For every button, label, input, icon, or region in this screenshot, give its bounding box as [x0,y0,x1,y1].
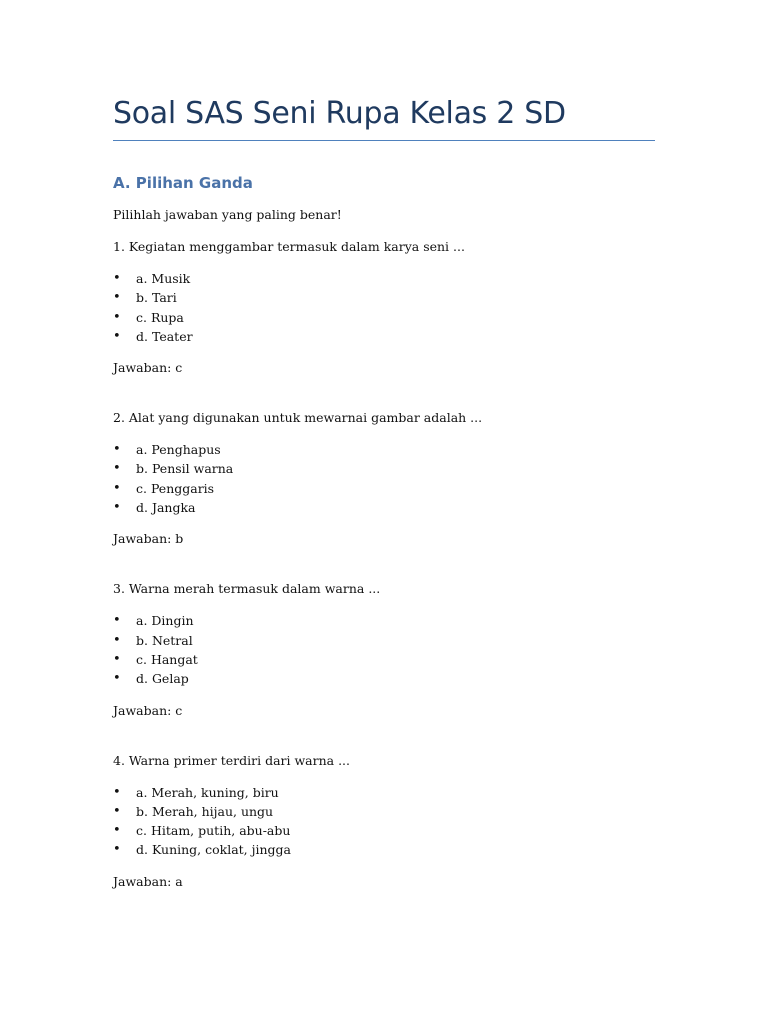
bullet-icon: • [113,651,121,667]
option-item [113,840,655,859]
option-item [113,459,655,478]
option-item [113,650,655,669]
option-label: c. Rupa [136,309,184,325]
option-label: a. Merah, kuning, biru [136,784,279,800]
option-item [113,288,655,307]
option-label: a. Dingin [136,613,194,629]
option-label: c. Penggaris [136,480,215,496]
bullet-icon: • [113,784,121,800]
option-label: d. Gelap [136,671,189,687]
option-item [113,631,655,650]
option-item [113,611,655,630]
option-label: a. Musik [136,271,191,286]
question-text: 3. Warna merah termasuk dalam warna ... [113,581,381,597]
option-label: c. Hitam, putih, abu-abu [136,823,291,839]
option-label: c. Hangat [136,651,198,667]
option-list [113,783,655,860]
answer-text: Jawaban: b [113,531,184,547]
question-spacer [113,377,655,409]
option-item [113,269,655,288]
option-label: b. Netral [136,632,193,648]
option-item [113,327,655,346]
question-text: 4. Warna primer terdiri dari warna ... [113,752,351,768]
bullet-icon: • [113,328,121,344]
answer-text: Jawaban: c [113,702,183,718]
bullet-icon: • [113,442,121,458]
answer-text: Jawaban: c [113,360,183,376]
option-list [113,440,655,517]
question-4 [113,752,655,891]
section-heading: A. Pilihan Ganda [113,174,253,192]
option-list [113,611,655,688]
bullet-icon: • [113,671,121,687]
bullet-icon: • [113,461,121,477]
bullet-icon: • [113,500,121,516]
title-divider [113,140,655,141]
question-spacer [113,548,655,580]
option-item [113,783,655,802]
bullet-icon: • [113,842,121,858]
option-label: b. Pensil warna [136,461,234,477]
answer-text: Jawaban: a [113,873,183,889]
document-page [113,0,655,891]
bullet-icon: • [113,632,121,648]
option-item [113,440,655,459]
bullet-icon: • [113,613,121,629]
option-item [113,498,655,517]
option-item [113,479,655,498]
question-2 [113,409,655,548]
option-list [113,269,655,346]
question-text: 2. Alat yang digunakan untuk mewarnai gambar adalah ... [113,410,483,426]
option-item [113,821,655,840]
question-spacer [113,720,655,752]
option-label: d. Kuning, coklat, jingga [136,842,292,858]
document-title: Soal SAS Seni Rupa Kelas 2 SD [113,96,566,131]
option-label: d. Teater [136,328,193,344]
option-item [113,308,655,327]
bullet-icon: • [113,480,121,496]
option-label: b. Tari [136,290,177,306]
option-label: d. Jangka [136,500,196,516]
question-1 [113,238,655,377]
option-item [113,802,655,821]
bullet-icon: • [113,290,121,306]
option-label: a. Penghapus [136,442,221,458]
question-3 [113,580,655,719]
bullet-icon: • [113,803,121,819]
bullet-icon: • [113,309,121,325]
bullet-icon: • [113,271,121,286]
option-item [113,669,655,688]
instruction-text: Pilihlah jawaban yang paling benar! [113,207,342,222]
option-label: b. Merah, hijau, ungu [136,803,274,819]
question-text: 1. Kegiatan menggambar termasuk dalam karya seni ... [113,239,465,254]
bullet-icon: • [113,823,121,839]
